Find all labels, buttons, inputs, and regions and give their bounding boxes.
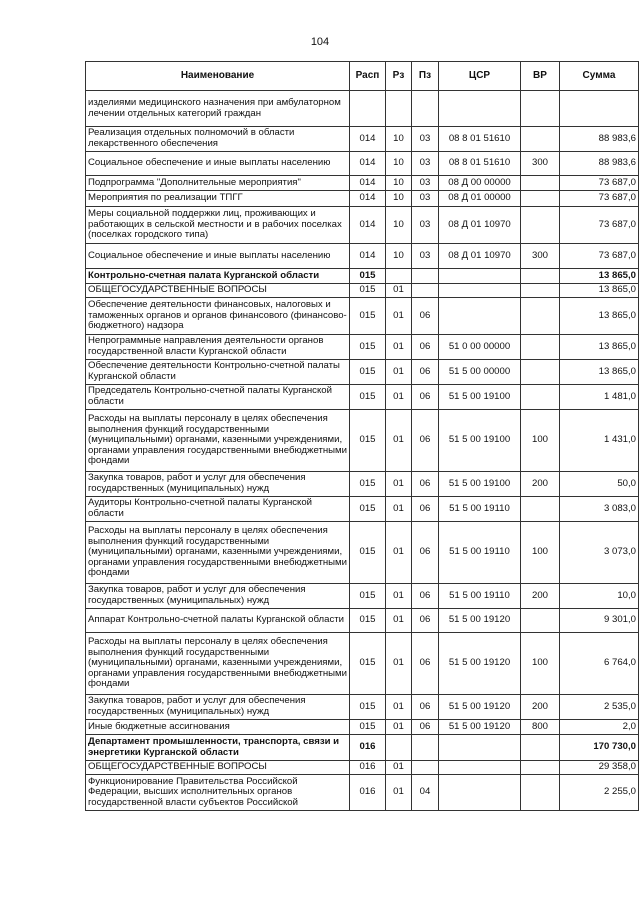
cell-rz [386, 269, 412, 284]
cell-pz [412, 269, 439, 284]
table-row [86, 584, 639, 609]
cell-csr [439, 775, 521, 811]
cell-rz: 01 [386, 775, 412, 811]
cell-name: изделиями медицинского назначения при амбулаторном лечении отдельных категорий граждан [86, 91, 350, 127]
cell-sum: 29 358,0 [560, 761, 639, 775]
cell-pz: 06 [412, 522, 439, 584]
cell-rasp: 015 [350, 633, 386, 695]
cell-vr [521, 360, 560, 385]
col-header-csr: ЦСР [439, 62, 521, 91]
cell-csr: 51 5 00 19100 [439, 410, 521, 472]
cell-rz: 10 [386, 152, 412, 176]
cell-name: Председатель Контрольно-счетной палаты Курганской области [86, 385, 350, 410]
cell-sum: 88 983,6 [560, 152, 639, 176]
cell-vr [521, 91, 560, 127]
cell-sum: 2 255,0 [560, 775, 639, 811]
cell-name: Подпрограмма "Дополнительные мероприятия" [86, 176, 350, 191]
cell-name: Обеспечение деятельности Контрольно-счетной палаты Курганской области [86, 360, 350, 385]
cell-vr [521, 609, 560, 633]
cell-vr [521, 269, 560, 284]
cell-csr: 51 5 00 00000 [439, 360, 521, 385]
table-row [86, 735, 639, 761]
cell-sum: 13 865,0 [560, 335, 639, 360]
cell-name: Функционирование Правительства Российской Федерации, высших исполнительных органов государственной власти субъектов Российской [86, 775, 350, 811]
cell-vr: 200 [521, 695, 560, 720]
cell-rz: 01 [386, 720, 412, 735]
cell-name: Социальное обеспечение и иные выплаты населению [86, 244, 350, 269]
table-row [86, 497, 639, 522]
cell-sum: 13 865,0 [560, 298, 639, 335]
cell-csr [439, 761, 521, 775]
cell-sum: 88 983,6 [560, 127, 639, 152]
cell-rasp: 015 [350, 609, 386, 633]
cell-sum: 170 730,0 [560, 735, 639, 761]
cell-vr: 300 [521, 152, 560, 176]
cell-name: Социальное обеспечение и иные выплаты населению [86, 152, 350, 176]
table-row [86, 410, 639, 472]
cell-rz: 01 [386, 695, 412, 720]
table-row [86, 720, 639, 735]
cell-name: ОБЩЕГОСУДАРСТВЕННЫЕ ВОПРОСЫ [86, 284, 350, 298]
cell-vr: 800 [521, 720, 560, 735]
table-row [86, 385, 639, 410]
cell-sum: 73 687,0 [560, 244, 639, 269]
cell-pz: 03 [412, 244, 439, 269]
cell-csr [439, 91, 521, 127]
cell-vr [521, 207, 560, 244]
cell-rasp: 014 [350, 152, 386, 176]
cell-name: Расходы на выплаты персоналу в целях обеспечения выполнения функций государственными (муниципальными) органами, казенными учреждениями, органами управления государственными внебюджетными фондами [86, 410, 350, 472]
table-row [86, 244, 639, 269]
cell-sum: 13 865,0 [560, 360, 639, 385]
cell-name: Закупка товаров, работ и услуг для обеспечения государственных (муниципальных) нужд [86, 584, 350, 609]
cell-name: Обеспечение деятельности финансовых, налоговых и таможенных органов и органов финансового (финансово-бюджетного) надзора [86, 298, 350, 335]
cell-rasp: 015 [350, 410, 386, 472]
cell-pz: 06 [412, 385, 439, 410]
cell-csr: 08 Д 00 00000 [439, 176, 521, 191]
cell-csr: 51 5 00 19100 [439, 385, 521, 410]
cell-pz: 06 [412, 609, 439, 633]
cell-rasp [350, 91, 386, 127]
cell-csr: 51 5 00 19100 [439, 472, 521, 497]
col-header-sum: Сумма [560, 62, 639, 91]
cell-sum: 13 865,0 [560, 269, 639, 284]
cell-name: Расходы на выплаты персоналу в целях обеспечения выполнения функций государственными (муниципальными) органами, казенными учреждениями, органами управления государственными внебюджетными фондами [86, 633, 350, 695]
cell-rz: 01 [386, 284, 412, 298]
cell-rz: 01 [386, 633, 412, 695]
cell-vr [521, 497, 560, 522]
cell-rasp: 016 [350, 735, 386, 761]
cell-sum: 9 301,0 [560, 609, 639, 633]
cell-pz: 06 [412, 335, 439, 360]
cell-rz: 01 [386, 298, 412, 335]
cell-rz: 10 [386, 127, 412, 152]
cell-rasp: 016 [350, 775, 386, 811]
cell-csr [439, 269, 521, 284]
cell-rz: 01 [386, 609, 412, 633]
cell-rz [386, 91, 412, 127]
cell-rz: 01 [386, 385, 412, 410]
header-row [86, 62, 639, 91]
table-row [86, 176, 639, 191]
cell-vr [521, 335, 560, 360]
cell-vr [521, 191, 560, 207]
table-row [86, 775, 639, 811]
cell-rz: 01 [386, 584, 412, 609]
cell-name: ОБЩЕГОСУДАРСТВЕННЫЕ ВОПРОСЫ [86, 761, 350, 775]
cell-rasp: 014 [350, 244, 386, 269]
col-header-name: Наименование [86, 62, 350, 91]
cell-rz: 01 [386, 522, 412, 584]
cell-rasp: 014 [350, 127, 386, 152]
cell-vr [521, 127, 560, 152]
col-header-vr: ВР [521, 62, 560, 91]
cell-pz: 06 [412, 298, 439, 335]
cell-csr: 51 0 00 00000 [439, 335, 521, 360]
cell-rz: 01 [386, 472, 412, 497]
cell-pz: 06 [412, 497, 439, 522]
table-row [86, 633, 639, 695]
cell-pz: 03 [412, 207, 439, 244]
cell-rasp: 015 [350, 385, 386, 410]
cell-csr: 08 8 01 51610 [439, 127, 521, 152]
cell-vr: 100 [521, 410, 560, 472]
cell-pz: 06 [412, 720, 439, 735]
table-row [86, 360, 639, 385]
cell-csr [439, 298, 521, 335]
cell-rasp: 015 [350, 584, 386, 609]
table-row [86, 91, 639, 127]
cell-rz: 10 [386, 207, 412, 244]
cell-sum [560, 91, 639, 127]
table-row [86, 127, 639, 152]
table-row [86, 152, 639, 176]
cell-rasp: 015 [350, 298, 386, 335]
cell-rasp: 015 [350, 720, 386, 735]
cell-pz: 03 [412, 127, 439, 152]
cell-sum: 1 481,0 [560, 385, 639, 410]
cell-pz: 06 [412, 695, 439, 720]
cell-name: Закупка товаров, работ и услуг для обеспечения государственных (муниципальных) нужд [86, 472, 350, 497]
cell-sum: 10,0 [560, 584, 639, 609]
cell-rz: 01 [386, 335, 412, 360]
cell-pz: 04 [412, 775, 439, 811]
cell-pz: 03 [412, 176, 439, 191]
cell-csr: 51 5 00 19110 [439, 497, 521, 522]
cell-name: Аудиторы Контрольно-счетной палаты Курганской области [86, 497, 350, 522]
cell-rasp: 014 [350, 207, 386, 244]
cell-sum: 73 687,0 [560, 176, 639, 191]
cell-pz: 03 [412, 191, 439, 207]
cell-pz [412, 284, 439, 298]
cell-csr: 08 Д 01 10970 [439, 207, 521, 244]
cell-csr: 51 5 00 19120 [439, 695, 521, 720]
col-header-rasp: Расп [350, 62, 386, 91]
cell-rasp: 015 [350, 695, 386, 720]
cell-rz: 10 [386, 191, 412, 207]
cell-vr: 200 [521, 584, 560, 609]
cell-vr [521, 298, 560, 335]
cell-rasp: 014 [350, 176, 386, 191]
cell-pz [412, 761, 439, 775]
cell-csr: 08 8 01 51610 [439, 152, 521, 176]
cell-name: Непрограммные направления деятельности органов государственной власти Курганской области [86, 335, 350, 360]
cell-pz: 06 [412, 584, 439, 609]
col-header-rz: Рз [386, 62, 412, 91]
cell-rasp: 015 [350, 522, 386, 584]
col-header-pz: Пз [412, 62, 439, 91]
cell-rasp: 014 [350, 191, 386, 207]
table-row [86, 761, 639, 775]
cell-csr: 51 5 00 19120 [439, 720, 521, 735]
cell-csr [439, 284, 521, 298]
cell-rasp: 015 [350, 497, 386, 522]
cell-rz: 01 [386, 761, 412, 775]
cell-sum: 50,0 [560, 472, 639, 497]
cell-name: Реализация отдельных полномочий в области лекарственного обеспечения [86, 127, 350, 152]
cell-csr: 08 Д 01 10970 [439, 244, 521, 269]
table-row [86, 472, 639, 497]
cell-rz [386, 735, 412, 761]
cell-name: Контрольно-счетная палата Курганской области [86, 269, 350, 284]
cell-vr: 100 [521, 522, 560, 584]
cell-name: Мероприятия по реализации ТПГГ [86, 191, 350, 207]
table-row [86, 335, 639, 360]
budget-table [85, 61, 639, 811]
table-row [86, 284, 639, 298]
page-number: 104 [310, 36, 330, 48]
cell-pz: 06 [412, 472, 439, 497]
table-row [86, 269, 639, 284]
cell-csr: 51 5 00 19110 [439, 584, 521, 609]
cell-name: Иные бюджетные ассигнования [86, 720, 350, 735]
cell-sum: 3 073,0 [560, 522, 639, 584]
cell-sum: 6 764,0 [560, 633, 639, 695]
cell-rasp: 015 [350, 472, 386, 497]
cell-csr: 51 5 00 19120 [439, 633, 521, 695]
cell-vr: 100 [521, 633, 560, 695]
cell-vr [521, 775, 560, 811]
table-row [86, 298, 639, 335]
cell-csr: 51 5 00 19120 [439, 609, 521, 633]
cell-vr [521, 761, 560, 775]
cell-pz: 06 [412, 360, 439, 385]
cell-sum: 73 687,0 [560, 207, 639, 244]
cell-pz [412, 735, 439, 761]
cell-vr [521, 176, 560, 191]
cell-rasp: 015 [350, 335, 386, 360]
cell-rasp: 016 [350, 761, 386, 775]
cell-csr: 08 Д 01 00000 [439, 191, 521, 207]
cell-rz: 01 [386, 497, 412, 522]
cell-vr [521, 385, 560, 410]
cell-pz: 06 [412, 410, 439, 472]
table-row [86, 207, 639, 244]
cell-csr [439, 735, 521, 761]
cell-pz [412, 91, 439, 127]
table-row [86, 522, 639, 584]
cell-name: Закупка товаров, работ и услуг для обеспечения государственных (муниципальных) нужд [86, 695, 350, 720]
cell-vr [521, 735, 560, 761]
cell-rz: 10 [386, 176, 412, 191]
cell-rasp: 015 [350, 360, 386, 385]
cell-sum: 2 535,0 [560, 695, 639, 720]
table-row [86, 191, 639, 207]
cell-rz: 01 [386, 410, 412, 472]
cell-sum: 1 431,0 [560, 410, 639, 472]
cell-csr: 51 5 00 19110 [439, 522, 521, 584]
cell-rz: 01 [386, 360, 412, 385]
cell-name: Меры социальной поддержки лиц, проживающих и работающих в сельской местности и в рабочих поселках (поселках городского типа) [86, 207, 350, 244]
cell-name: Расходы на выплаты персоналу в целях обеспечения выполнения функций государственными (муниципальными) органами, казенными учреждениями, органами управления государственными внебюджетными фондами [86, 522, 350, 584]
cell-rasp: 015 [350, 284, 386, 298]
cell-sum: 13 865,0 [560, 284, 639, 298]
table-row [86, 695, 639, 720]
cell-vr: 200 [521, 472, 560, 497]
cell-rasp: 015 [350, 269, 386, 284]
table-row [86, 609, 639, 633]
cell-vr: 300 [521, 244, 560, 269]
cell-pz: 06 [412, 633, 439, 695]
cell-pz: 03 [412, 152, 439, 176]
cell-sum: 3 083,0 [560, 497, 639, 522]
cell-vr [521, 284, 560, 298]
cell-rz: 10 [386, 244, 412, 269]
cell-name: Департамент промышленности, транспорта, связи и энергетики Курганской области [86, 735, 350, 761]
cell-sum: 2,0 [560, 720, 639, 735]
cell-sum: 73 687,0 [560, 191, 639, 207]
cell-name: Аппарат Контрольно-счетной палаты Курганской области [86, 609, 350, 633]
